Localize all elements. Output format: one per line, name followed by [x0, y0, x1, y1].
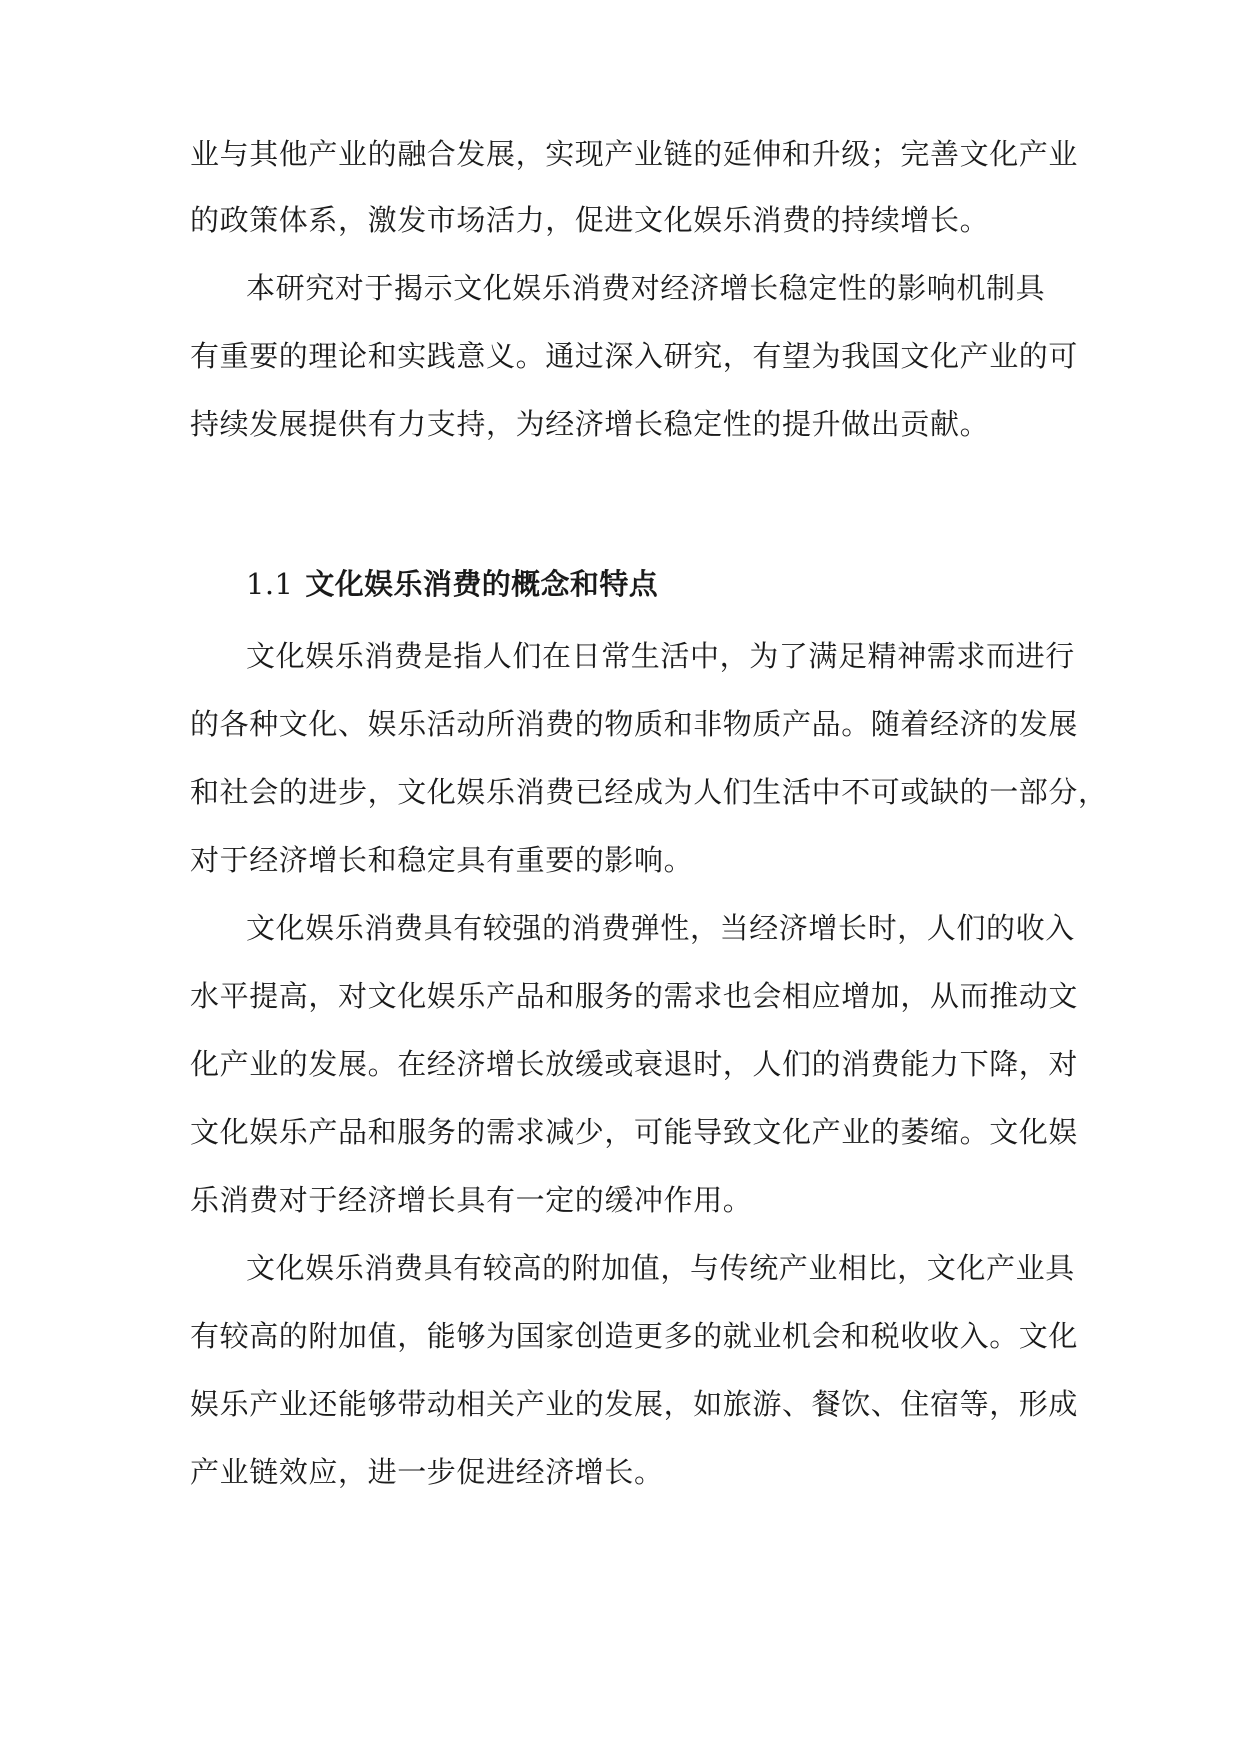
section-title: 文化娱乐消费的概念和特点	[305, 567, 659, 601]
paragraph-line: 持续发展提供有力支持，为经济增长稳定性的提升做出贡献。	[190, 407, 990, 441]
paragraph-line: 本研究对于揭示文化娱乐消费对经济增长稳定性的影响机制具	[246, 271, 1046, 305]
paragraph-line: 文化娱乐消费具有较高的附加值，与传统产业相比，文化产业具	[246, 1251, 1075, 1285]
paragraph-line: 文化娱乐消费是指人们在日常生活中，为了满足精神需求而进行	[246, 639, 1075, 673]
paragraph-line: 文化娱乐产品和服务的需求减少，可能导致文化产业的萎缩。文化娱	[190, 1115, 1079, 1149]
paragraph-line: 对于经济增长和稳定具有重要的影响。	[190, 843, 694, 877]
paragraph-line: 和社会的进步，文化娱乐消费已经成为人们生活中不可或缺的一部分，	[190, 775, 1108, 809]
paragraph-line: 有重要的理论和实践意义。通过深入研究，有望为我国文化产业的可	[190, 339, 1079, 373]
paragraph-line: 化产业的发展。在经济增长放缓或衰退时，人们的消费能力下降，对	[190, 1047, 1079, 1081]
paragraph-line: 产业链效应，进一步促进经济增长。	[190, 1455, 664, 1489]
paragraph-line: 乐消费对于经济增长具有一定的缓冲作用。	[190, 1183, 753, 1217]
paragraph-line: 水平提高，对文化娱乐产品和服务的需求也会相应增加，从而推动文	[190, 979, 1079, 1013]
section-number: 1.1	[246, 567, 294, 601]
paragraph-line: 有较高的附加值，能够为国家创造更多的就业机会和税收收入。文化	[190, 1319, 1079, 1353]
paragraph-line: 的各种文化、娱乐活动所消费的物质和非物质产品。随着经济的发展	[190, 707, 1079, 741]
section-heading	[246, 564, 658, 604]
paragraph-line: 文化娱乐消费具有较强的消费弹性，当经济增长时，人们的收入	[246, 911, 1075, 945]
paragraph-line: 娱乐产业还能够带动相关产业的发展，如旅游、餐饮、住宿等，形成	[190, 1387, 1079, 1421]
paragraph-line: 业与其他产业的融合发展，实现产业链的延伸和升级；完善文化产业	[190, 137, 1079, 171]
paragraph-line: 的政策体系，激发市场活力，促进文化娱乐消费的持续增长。	[190, 203, 990, 237]
